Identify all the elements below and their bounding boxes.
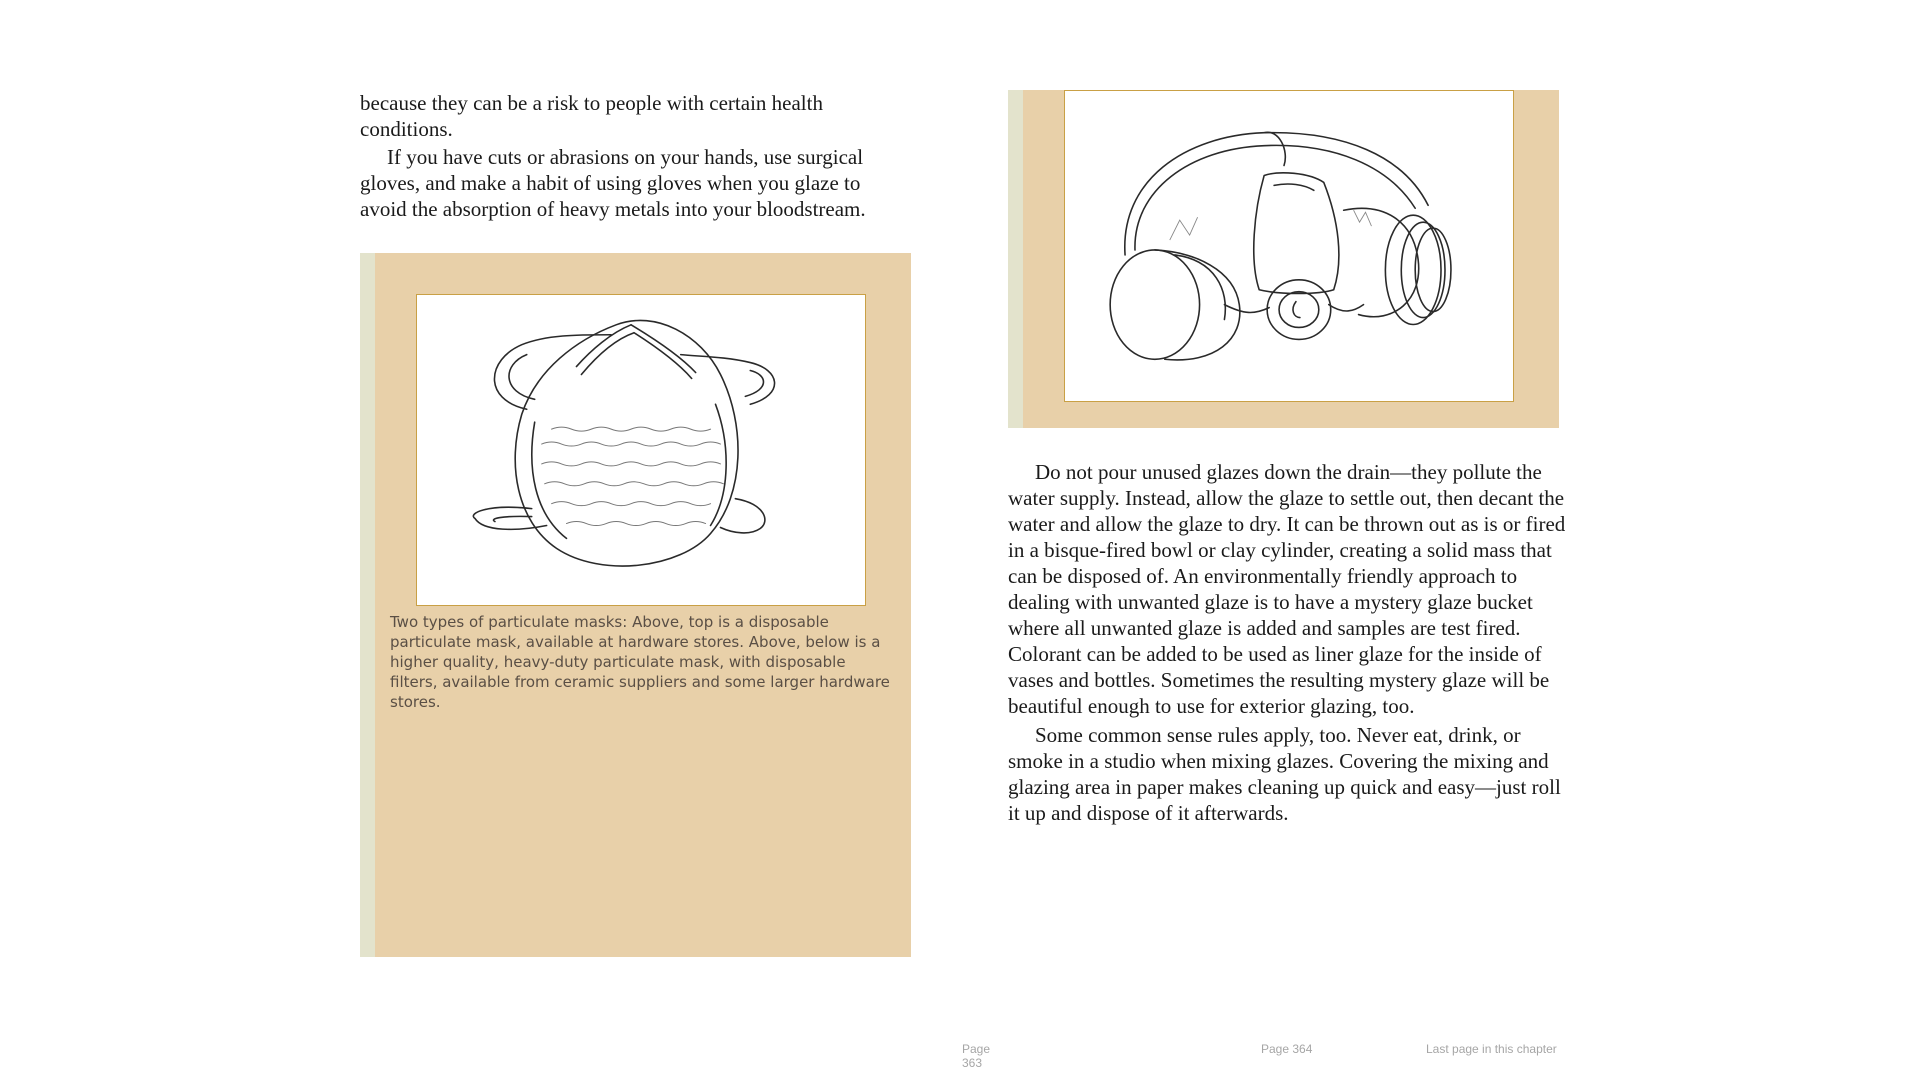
- figure-caption: Two types of particulate masks: Above, top is a disposable particulate mask, available at hardware stores. Above, below is a higher quality, heavy-duty particulate mask, with disposable filters, available from ceramic suppliers and some larger hardware stores.: [390, 613, 890, 711]
- sidebar-stripe: [1008, 90, 1023, 428]
- figure-frame: [1064, 90, 1514, 402]
- paragraph: Do not pour unused glazes down the drain—they pollute the water supply. Instead, allow the glaze to settle out, then decant the water and allow the glaze to dry. It can be thrown out as is or fired in a bisque-fired bowl or clay cylinder, creating a solid mass that can be disposed of. An environmentally friendly approach to dealing with unwanted glaze is to have a mystery glaze bucket where all unwanted glaze is added and samples are test fired. Colorant can be added to be used as liner glaze for the inside of vases and bottles. Sometimes the resulting mystery glaze will be beautiful enough to use for exterior glazing, too.: [1008, 460, 1566, 718]
- respirator-mask-icon: [1065, 91, 1513, 401]
- chapter-status-note: Last page in this chapter: [1426, 1042, 1557, 1056]
- paragraph: Some common sense rules apply, too. Never eat, drink, or smoke in a studio when mixing glazes. Covering the mixing and glazing area in paper makes cleaning up quick and easy—just roll it up and dispose of it afterwards.: [1008, 723, 1561, 825]
- sidebar-stripe: [360, 253, 375, 957]
- figure-sidebar-box: [1008, 90, 1559, 428]
- page-number: Page 364: [1261, 1042, 1313, 1056]
- figure-sidebar-box: [360, 253, 911, 957]
- figure-frame: [416, 294, 866, 606]
- disposable-particulate-mask-icon: [417, 295, 865, 605]
- right-page-text: [1008, 459, 1568, 829]
- paragraph: because they can be a risk to people with certain health conditions.: [360, 91, 823, 141]
- left-page-text: [360, 90, 911, 224]
- right-page: [1008, 0, 1566, 1080]
- left-page: [360, 0, 991, 1080]
- paragraph: If you have cuts or abrasions on your hands, use surgical gloves, and make a habit of using gloves when you glaze to avoid the absorption of heavy metals into your bloodstream.: [360, 145, 866, 221]
- page-number: Page 363: [962, 1042, 991, 1070]
